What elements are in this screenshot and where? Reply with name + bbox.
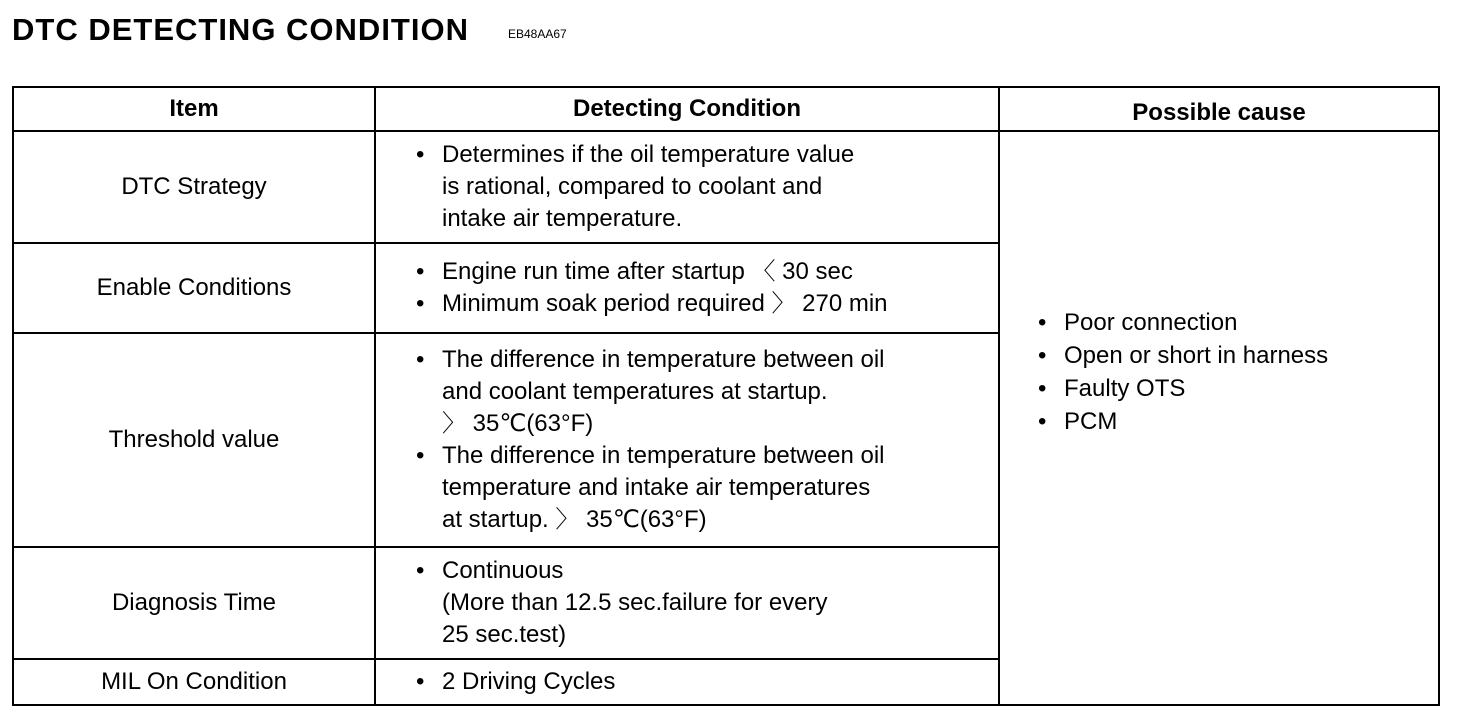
condition-cell bbox=[376, 334, 998, 546]
bullet-line: • Minimum soak period required 〉 270 min bbox=[416, 288, 998, 320]
cause-item: • Faulty OTS bbox=[1038, 372, 1438, 405]
continuation-line: at startup. 〉 35℃(63°F) bbox=[442, 506, 707, 533]
cause-item: • Poor connection bbox=[1038, 306, 1438, 339]
bullet-icon: • bbox=[416, 557, 425, 584]
continuation-line: 25 sec.test) bbox=[442, 621, 567, 648]
item-cell: DTC Strategy bbox=[121, 173, 267, 200]
bullet-icon: • bbox=[416, 290, 425, 317]
header-condition: Detecting Condition bbox=[573, 95, 801, 122]
bullet-line: • Determines if the oil temperature value bbox=[416, 139, 998, 171]
bullet-line: • Continuous bbox=[416, 555, 998, 587]
item-cell: Enable Conditions bbox=[96, 274, 292, 301]
item-cell: Diagnosis Time bbox=[111, 589, 277, 616]
possible-cause-cell bbox=[1000, 132, 1438, 612]
condition-cell bbox=[376, 244, 998, 332]
bullet-icon: • bbox=[416, 346, 425, 373]
continuation-line: is rational, compared to coolant and bbox=[442, 173, 823, 200]
bullet-icon: • bbox=[1038, 309, 1047, 336]
bullet-icon: • bbox=[1038, 342, 1047, 369]
continuation-line: intake air temperature. bbox=[442, 205, 683, 232]
bullet-line: • The difference in temperature between oil bbox=[416, 440, 998, 472]
continuation-line: and coolant temperatures at startup. bbox=[442, 378, 828, 405]
cause-item: • PCM bbox=[1038, 405, 1438, 438]
bullet-icon: • bbox=[416, 442, 425, 469]
bullet-icon: • bbox=[416, 141, 425, 168]
bullet-icon: • bbox=[416, 668, 425, 695]
bullet-line: • 2 Driving Cycles bbox=[416, 666, 998, 698]
condition-cell bbox=[376, 132, 998, 242]
page-title: DTC DETECTING CONDITION bbox=[12, 12, 469, 47]
continuation-line: 〉 35℃(63°F) bbox=[442, 410, 594, 437]
condition-cell bbox=[376, 660, 998, 704]
condition-cell bbox=[376, 548, 998, 658]
continuation-line: temperature and intake air temperatures bbox=[442, 474, 871, 501]
bullet-icon: • bbox=[416, 258, 425, 285]
header-cause: Possible cause bbox=[1132, 99, 1306, 126]
header-item: Item bbox=[169, 95, 219, 122]
document-code: EB48AA67 bbox=[508, 27, 567, 41]
continuation-line: (More than 12.5 sec.failure for every bbox=[442, 589, 828, 616]
bullet-icon: • bbox=[1038, 408, 1047, 435]
dtc-condition-table bbox=[12, 86, 1440, 706]
item-cell: Threshold value bbox=[108, 426, 280, 453]
bullet-line: • Engine run time after startup 〈 30 sec bbox=[416, 256, 998, 288]
cause-item: • Open or short in harness bbox=[1038, 339, 1438, 372]
bullet-line: • The difference in temperature between oil bbox=[416, 344, 998, 376]
bullet-icon: • bbox=[1038, 375, 1047, 402]
item-cell: MIL On Condition bbox=[101, 668, 287, 695]
